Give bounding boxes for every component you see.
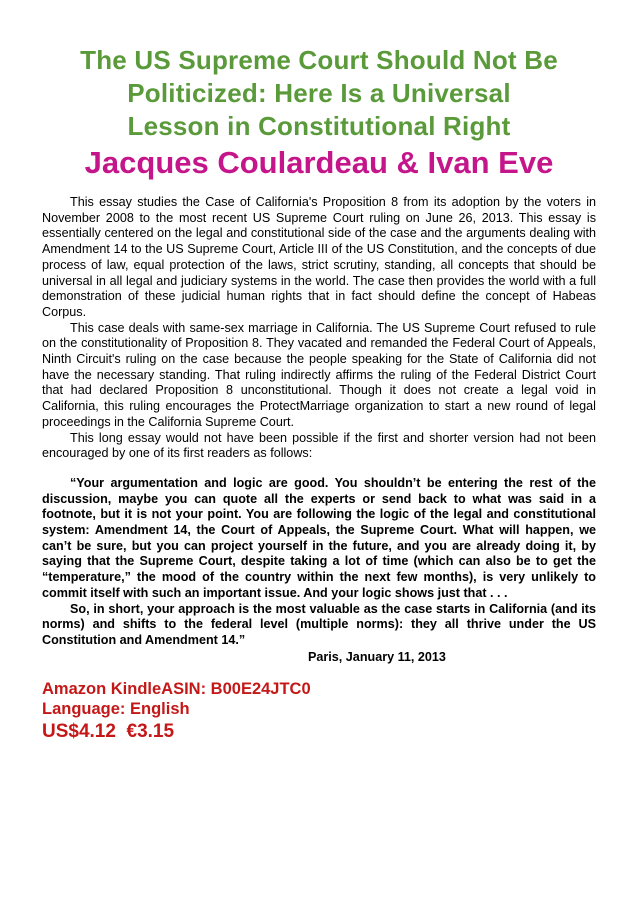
- authors: Jacques Coulardeau & Ivan Eve: [84, 145, 554, 180]
- title-line-1: The US Supreme Court Should Not Be: [80, 45, 558, 75]
- paragraph-2: This case deals with same-sex marriage in California. The US Supreme Court refused to rule on the constitutionality of Proposition 8. They vacated and remanded the Federal Court of Appeals, Ninth Circuit's ruling on the case because the people speaking for the State of California did not have the necessary standing. That ruling indirectly affirms the ruling of the Federal District Court that had declared Proposition 8 unconstitutional. Though it does not create a legal void in California, this ruling encourages the ProtectMarriage organization to start a new round of legal proceedings in the California Supreme Court.: [42, 320, 596, 429]
- price-line: US$4.12 €3.15: [42, 720, 175, 742]
- essay-body: [42, 195, 596, 665]
- paragraph-3: This long essay would not have been possible if the first and shorter version had not been encouraged by one of its first readers as follows:: [42, 430, 596, 461]
- quote-dateline: Paris, January 11, 2013: [308, 649, 446, 664]
- quote-paragraph-2: So, in short, your approach is the most valuable as the case starts in California (and its norms) and shifts to the federal level (multiple norms): they all thrive under the US Constitution and Amendment 14.”: [42, 601, 596, 647]
- document-title: [42, 44, 596, 143]
- reader-quote: [42, 476, 596, 665]
- title-line-3: Lesson in Constitutional Right: [127, 111, 511, 141]
- asin-line: Amazon KindleASIN: B00E24JTC0: [42, 679, 311, 698]
- book-info: [42, 679, 596, 745]
- quote-paragraph-1: “Your argumentation and logic are good. You shouldn’t be entering the rest of the discussion, maybe you can quote all the experts or send back to what was said in a footnote, but it is not your point. You are following the logic of the legal and constitutional system: Amendment 14, the Court of Appeals, the Supreme Court. What will happen, we can’t be sure, but you can project yourself in the future, and you are already doing it, by saying that the Supreme Court, despite taking a lot of time (which can also be to get the “temperature,” the mood of the country within the next few months), is very unlikely to commit itself with such an important issue. And your logic shows just that . . .: [42, 475, 596, 600]
- paragraph-1: This essay studies the Case of California's Proposition 8 from its adoption by the voters in November 2008 to the most recent US Supreme Court ruling on June 26, 2013. This essay is essentially centered on the legal and constitutional side of the case and the arguments dealing with Amendment 14 to the US Supreme Court, Article III of the US Constitution, and the concepts of due process of law, equal protection of the laws, strict scrutiny, standing, all concepts that should be universal in all legal and judiciary systems in the world. The case then provides the world with a full demonstration of these judicial human rights that in fact should define the concept of Habeas Corpus.: [42, 195, 596, 319]
- title-line-2: Politicized: Here Is a Universal: [127, 78, 511, 108]
- language-line: Language: English: [42, 699, 190, 718]
